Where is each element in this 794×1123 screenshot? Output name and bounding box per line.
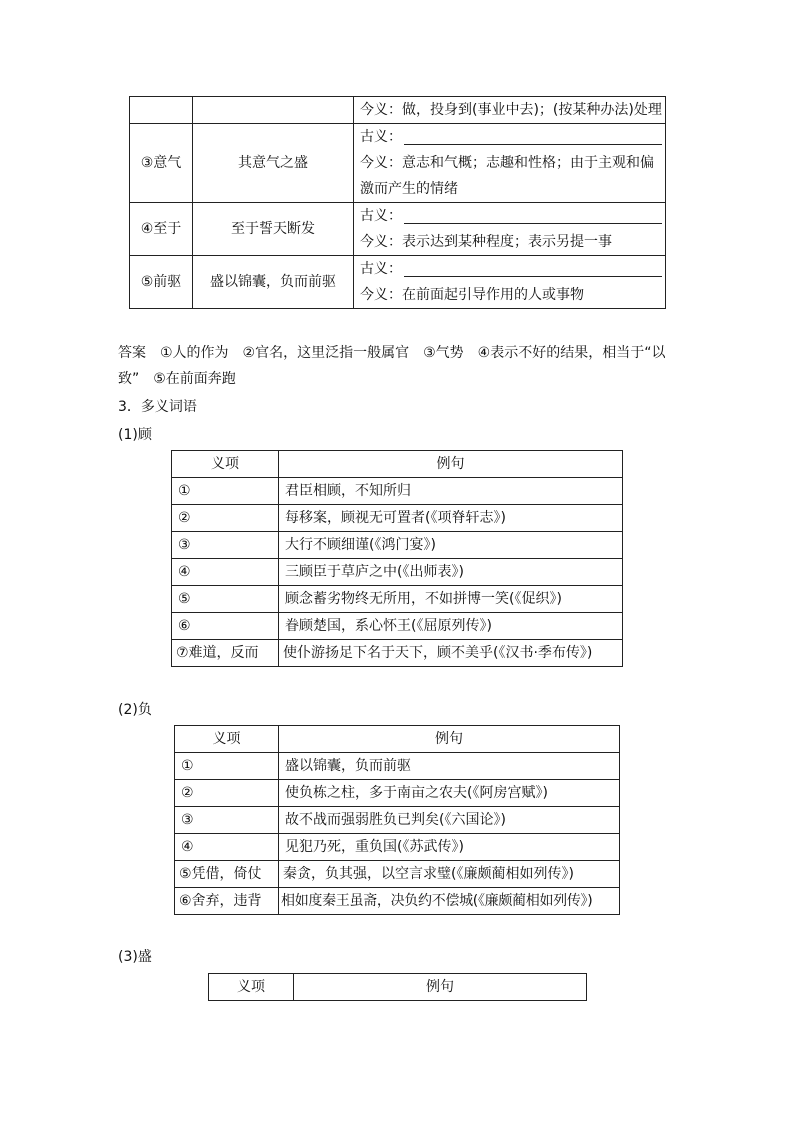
sheng-table <box>208 973 587 1001</box>
meaning-cell: ⑦难道，反而 <box>172 640 279 667</box>
table-row <box>130 124 666 203</box>
meaning-cell: ⑤凭借，倚仗 <box>175 861 279 888</box>
example-cell: 故不战而强弱胜负已判矣(《六国论》) <box>279 807 620 834</box>
word-cell <box>130 97 193 124</box>
prefix-label: 古义： <box>360 208 402 224</box>
table-header-row <box>209 974 587 1001</box>
example-cell: 使仆游扬足下名于天下，顾不美乎(《汉书·季布传》) <box>279 640 623 667</box>
meaning-cell <box>354 97 666 124</box>
prefix-label: 今义： <box>360 155 402 171</box>
example-cell: 相如度秦王虽斋，决负约不偿城(《廉颇蔺相如列传》) <box>279 888 620 915</box>
prefix-label: 今义： <box>360 102 402 118</box>
answer-line-1: 答案 ①人的作为 ②官名，这里泛指一般属官 ③气势 ④表示不好的结果，相当于“以 <box>118 345 666 361</box>
sentence-cell: 盛以锦囊，负而前驱 <box>193 256 354 309</box>
table-row <box>172 505 623 532</box>
sentence-cell: 至于誓天断发 <box>193 203 354 256</box>
header-meaning: 义项 <box>172 451 279 478</box>
header-example: 例句 <box>279 451 623 478</box>
example-cell: 见犯乃死，重负国(《苏武传》) <box>279 834 620 861</box>
meaning-cell <box>354 203 666 256</box>
answer-blank[interactable] <box>404 262 662 277</box>
prefix-label: 今义： <box>360 234 402 250</box>
table-row <box>172 613 623 640</box>
example-cell: 秦贪，负其强，以空言求璧(《廉颇蔺相如列传》) <box>279 861 620 888</box>
example-cell: 大行不顾细谨(《鸿门宴》) <box>279 532 623 559</box>
table-row <box>172 532 623 559</box>
meaning-cell: ④ <box>175 834 279 861</box>
table-row <box>175 753 620 780</box>
example-cell: 君臣相顾，不知所归 <box>279 478 623 505</box>
table-row <box>130 203 666 256</box>
sentence-cell: 其意气之盛 <box>193 124 354 203</box>
header-meaning: 义项 <box>175 726 279 753</box>
meaning-cell <box>354 124 666 203</box>
sheng-label: (3)盛 <box>118 949 152 965</box>
fu-table <box>174 725 620 915</box>
table-row <box>172 586 623 613</box>
meaning-text: 表示达到某种程度；表示另提一事 <box>402 234 612 250</box>
answer-blank[interactable] <box>404 209 662 224</box>
example-cell: 每移案，顾视无可置者(《项脊轩志》) <box>279 505 623 532</box>
meaning-cell: ② <box>175 780 279 807</box>
prefix-label: 古义： <box>360 129 402 145</box>
prefix-label: 古义： <box>360 261 402 277</box>
table-row <box>175 807 620 834</box>
table-row <box>130 256 666 309</box>
meaning-cell: ⑥ <box>172 613 279 640</box>
meaning-cell: ③ <box>175 807 279 834</box>
meaning-cell <box>354 256 666 309</box>
example-cell: 盛以锦囊，负而前驱 <box>279 753 620 780</box>
meaning-cell: ⑤ <box>172 586 279 613</box>
meaning-text: 在前面起引导作用的人或事物 <box>402 287 584 303</box>
prefix-label: 今义： <box>360 287 402 303</box>
table-row <box>175 888 620 915</box>
gu-table <box>171 450 623 667</box>
gu-label: (1)顾 <box>118 427 152 443</box>
sentence-cell <box>193 97 354 124</box>
meaning-cell: ① <box>172 478 279 505</box>
table-header-row <box>172 451 623 478</box>
header-meaning: 义项 <box>209 974 294 1001</box>
table-row <box>172 559 623 586</box>
example-cell: 使负栋之柱，多于南亩之农夫(《阿房宫赋》) <box>279 780 620 807</box>
answer-blank[interactable] <box>404 130 662 145</box>
meaning-cell: ② <box>172 505 279 532</box>
meaning-cell: ⑥舍弃，违背 <box>175 888 279 915</box>
table-row <box>172 478 623 505</box>
table-row <box>175 861 620 888</box>
meaning-text: 激而产生的情绪 <box>360 181 458 197</box>
meaning-cell: ④ <box>172 559 279 586</box>
example-cell: 顾念蓄劣物终无所用，不如拼博一笑(《促织》) <box>279 586 623 613</box>
meaning-text: 意志和气概；志趣和性格；由于主观和偏 <box>402 155 654 171</box>
example-cell: 眷顾楚国，系心怀王(《屈原列传》) <box>279 613 623 640</box>
meaning-text: 做，投身到(事业中去)；(按某种办法)处理 <box>402 102 662 118</box>
table-row <box>175 834 620 861</box>
word-cell: ③意气 <box>130 124 193 203</box>
answer-line-2: 致” ⑤在前面奔跑 <box>118 371 236 387</box>
section-title: 3．多义词语 <box>118 399 197 415</box>
table-row <box>172 640 623 667</box>
header-example: 例句 <box>294 974 587 1001</box>
table-row <box>130 97 666 124</box>
table-header-row <box>175 726 620 753</box>
fu-label: (2)负 <box>118 702 152 718</box>
meaning-cell: ③ <box>172 532 279 559</box>
word-cell: ⑤前驱 <box>130 256 193 309</box>
vocab-table <box>129 96 666 309</box>
meaning-cell: ① <box>175 753 279 780</box>
example-cell: 三顾臣于草庐之中(《出师表》) <box>279 559 623 586</box>
word-cell: ④至于 <box>130 203 193 256</box>
table-row <box>175 780 620 807</box>
header-example: 例句 <box>279 726 620 753</box>
